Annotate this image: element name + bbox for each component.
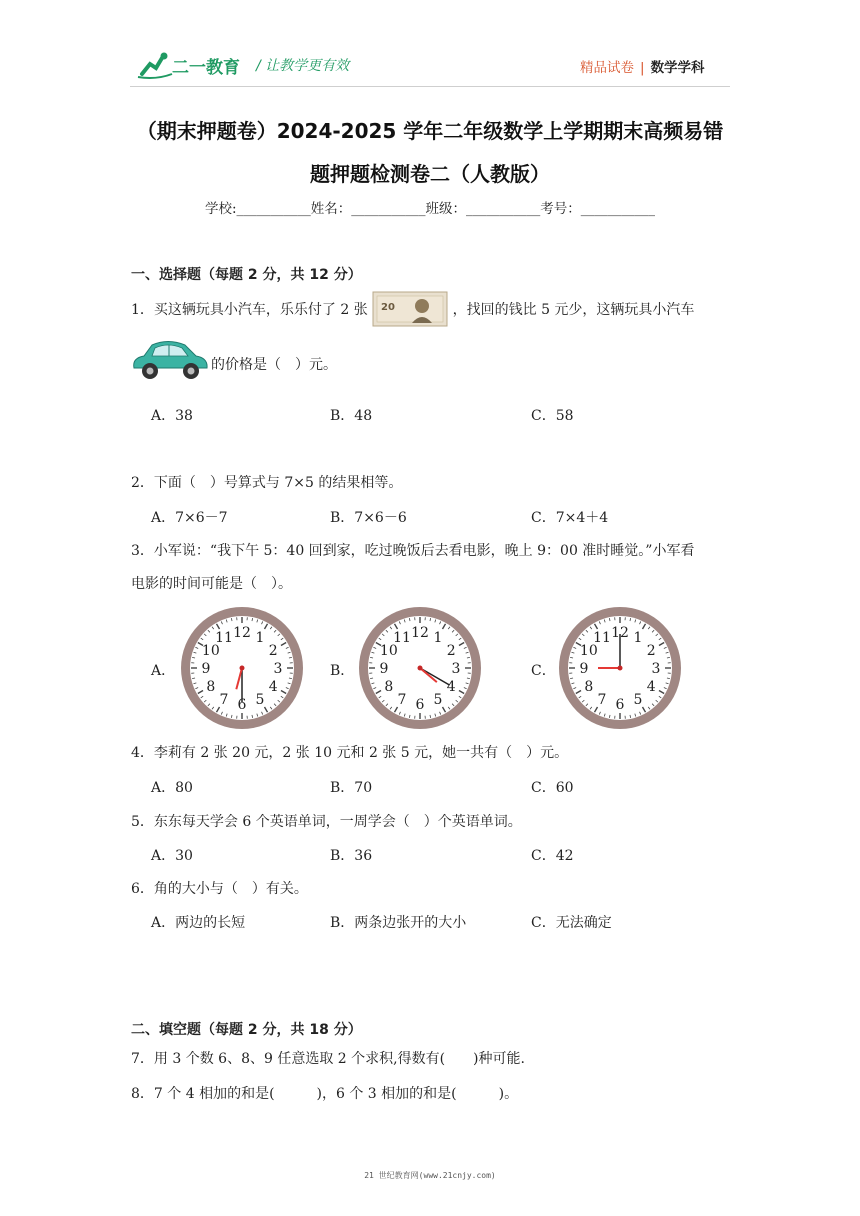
q1-option-a[interactable]: A．38 — [151, 408, 193, 424]
question-7: 7．用 3 个数 6、8、9 任意选取 2 个求积,得数有( )种可能. — [131, 1051, 525, 1067]
clock-number: 1 — [255, 629, 265, 646]
clock-number: 4 — [446, 679, 456, 695]
clock-number: 6 — [615, 697, 625, 713]
q5-option-c[interactable]: C．42 — [531, 848, 574, 864]
q2-option-a[interactable]: A．7×6－7 — [151, 510, 228, 526]
q4-option-c[interactable]: C．60 — [531, 780, 574, 796]
clock-number: 5 — [433, 692, 443, 709]
runner-logo-icon — [136, 50, 246, 80]
clock-number: 12 — [411, 625, 429, 641]
student-info-line: 学校:___________姓名：___________班级：___________考号：___________ — [204, 201, 656, 217]
clock-number: 11 — [393, 629, 411, 646]
clock-number: 7 — [597, 692, 607, 709]
clock-a-face — [178, 604, 306, 732]
question-6: 6．角的大小与（ ）有关。 — [131, 881, 308, 897]
clock-number: 6 — [415, 697, 425, 713]
section-title-fill: 二、填空题（每题 2 分，共 18 分） — [131, 1022, 362, 1038]
clock-number: 7 — [219, 692, 229, 709]
question-1 — [131, 299, 694, 319]
q1-text-c: 的价格是（ ）元。 — [211, 357, 337, 373]
clock-number: 2 — [446, 643, 456, 659]
clock-number: 11 — [215, 629, 233, 646]
clock-number: 1 — [433, 629, 443, 646]
toy-car-icon — [130, 338, 210, 382]
q1-text-b: ，找回的钱比 5 元少，这辆玩具小汽车 — [452, 302, 695, 318]
clock-number: 4 — [268, 679, 278, 695]
q6-option-c[interactable]: C．无法确定 — [531, 915, 612, 931]
clock-number: 3 — [651, 661, 661, 677]
clock-number: 12 — [233, 625, 251, 641]
clock-number: 5 — [255, 692, 265, 709]
question-3-line1: 3．小军说：“我下午 5：40 回到家，吃过晚饭后去看电影，晚上 9：00 准时睡觉。”小军看 — [131, 543, 695, 559]
q6-option-a[interactable]: A．两边的长短 — [151, 915, 246, 931]
clock-number: 3 — [451, 661, 461, 677]
toy-car-image — [130, 338, 210, 386]
q6-option-b[interactable]: B．两条边张开的大小 — [330, 915, 467, 931]
q4-option-a[interactable]: A．80 — [151, 780, 193, 796]
q5-option-a[interactable]: A．30 — [151, 848, 193, 864]
q1-option-b[interactable]: B．48 — [330, 408, 373, 424]
clock-center — [418, 666, 423, 671]
q3-option-a[interactable]: A． — [151, 663, 176, 679]
clock-number: 11 — [593, 629, 611, 646]
clock-number: 2 — [646, 643, 656, 659]
clock-number: 12 — [611, 625, 629, 641]
clock-number: 6 — [237, 697, 247, 713]
q2-option-c[interactable]: C．7×4＋4 — [531, 510, 609, 526]
clock-number: 7 — [397, 692, 407, 709]
clock-b — [356, 604, 484, 736]
clock-number: 10 — [201, 643, 220, 659]
clock-number: 10 — [379, 643, 398, 659]
clock-c — [556, 604, 684, 736]
q2-option-b[interactable]: B．7×6－6 — [330, 510, 407, 526]
subject-label: 数学学科 — [650, 60, 705, 76]
clock-number: 10 — [579, 643, 598, 659]
premium-label: 精品试卷 — [580, 60, 634, 76]
question-3-line2: 电影的时间可能是（ ）。 — [131, 576, 292, 592]
clock-number: 2 — [268, 643, 278, 659]
question-2: 2．下面（ ）号算式与 7×5 的结果相等。 — [131, 475, 403, 491]
clock-number: 8 — [384, 679, 394, 695]
question-5: 5．东东每天学会 6 个英语单词，一周学会（ ）个英语单词。 — [131, 814, 522, 830]
header-right — [580, 56, 705, 76]
question-4: 4．李莉有 2 张 20 元，2 张 10 元和 2 张 5 元，她一共有（ ）元。 — [131, 745, 569, 761]
footer-source: 21 世纪教育网(www.21cnjy.com) — [364, 1171, 496, 1180]
header-separator: | — [640, 60, 645, 76]
clock-number: 4 — [646, 679, 656, 695]
logo-text: 二一教育 — [172, 58, 240, 78]
page-title-line1: （期末押题卷）2024-2025 学年二年级数学上学期期末高频易错 — [136, 119, 724, 143]
q3-option-b[interactable]: B． — [330, 663, 355, 679]
header-divider — [130, 86, 730, 87]
clock-number: 8 — [206, 679, 216, 695]
page-title-line2: 题押题检测卷二（人教版） — [310, 162, 550, 186]
slogan: / 让教学更有效 — [256, 58, 350, 74]
clock-number: 1 — [633, 629, 643, 646]
section-title-choice: 一、选择题（每题 2 分，共 12 分） — [131, 267, 362, 283]
banknote-20-icon — [372, 291, 448, 327]
q4-option-b[interactable]: B．70 — [330, 780, 373, 796]
q1-text-a: 1．买这辆玩具小汽车，乐乐付了 2 张 — [131, 302, 368, 318]
clock-a — [178, 604, 306, 736]
clock-center — [618, 666, 623, 671]
clock-number: 5 — [633, 692, 643, 709]
banknote-value: 20 — [381, 302, 396, 313]
question-8: 8．7 个 4 相加的和是( )，6 个 3 相加的和是( )。 — [131, 1086, 519, 1102]
clock-number: 9 — [379, 661, 389, 677]
q3-option-c[interactable]: C． — [531, 663, 556, 679]
brand-logo — [136, 50, 246, 80]
clock-number: 9 — [579, 661, 589, 677]
clock-b-face — [356, 604, 484, 732]
clock-number: 3 — [273, 661, 283, 677]
clock-c-face — [556, 604, 684, 732]
clock-number: 9 — [201, 661, 211, 677]
q1-option-c[interactable]: C．58 — [531, 408, 574, 424]
clock-center — [240, 666, 245, 671]
q5-option-b[interactable]: B．36 — [330, 848, 373, 864]
clock-number: 8 — [584, 679, 594, 695]
